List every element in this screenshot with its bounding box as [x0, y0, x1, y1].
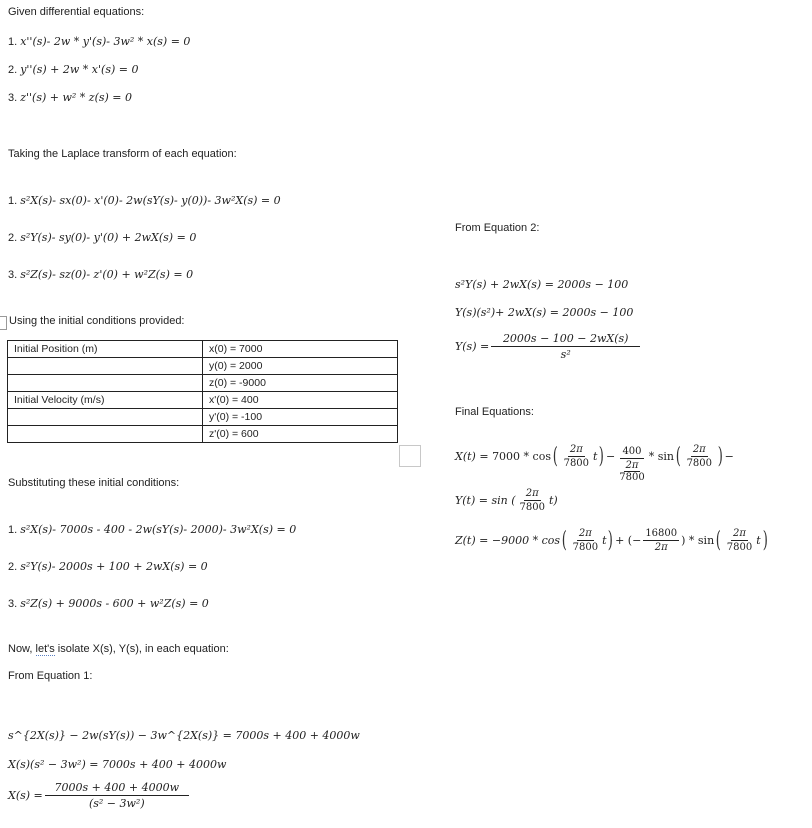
isolate-heading-prefix: Now,: [8, 643, 36, 655]
equation-expression: s²Y(s)- sy(0)- y'(0) + 2wX(s) = 0: [20, 231, 197, 244]
left-paren: (: [552, 443, 558, 469]
equation-term: * sin: [648, 450, 674, 463]
equation-term: 7000 * cos: [492, 450, 551, 463]
laplace-equation-1: [8, 194, 281, 207]
fraction-denominator: 7800: [563, 458, 590, 469]
variable-t: t: [756, 534, 761, 547]
isolate-eq2-result: [455, 332, 642, 361]
substituted-equation-2: [8, 560, 208, 573]
fraction: [518, 488, 547, 513]
left-paren: (: [561, 527, 567, 553]
table-cell-value[interactable]: y'(0) = -100: [203, 409, 398, 426]
final-equation-y: [455, 488, 558, 513]
fraction-denominator: (s² − 3w²): [88, 797, 145, 810]
spellcheck-word[interactable]: let's: [35, 643, 55, 655]
fraction-numerator: 7000s + 400 + 4000w: [45, 781, 189, 796]
laplace-equation-3: [8, 268, 193, 281]
right-paren: ): [717, 443, 723, 469]
isolate-eq2-line-1: [455, 278, 628, 291]
final-equation-x: [455, 430, 734, 483]
isolate-heading-suffix: isolate X(s), Y(s), in each equation:: [54, 643, 229, 655]
left-paren: (: [715, 527, 722, 553]
from-equation-1-heading: From Equation 1:: [8, 670, 93, 682]
fraction-numerator: 400: [622, 446, 642, 457]
equation-term: ) * sin: [681, 534, 715, 547]
fraction-numerator: 2π: [692, 444, 706, 455]
isolate-eq2-line-2: [455, 306, 633, 319]
equation-lhs: X(t) =: [455, 450, 489, 463]
left-paren: (: [675, 443, 681, 469]
substituted-equation-3: [8, 597, 209, 610]
equation-expression: x''(s)- 2w * y'(s)- 3w² * x(s) = 0: [20, 35, 191, 48]
fraction-denominator: 7800: [572, 542, 599, 553]
table-cell-label[interactable]: Initial Position (m): [8, 341, 203, 358]
fraction: [571, 528, 600, 553]
table-row: [8, 409, 398, 426]
equation-expression: X(s)(s² − 3w²) = 7000s + 400 + 4000w: [8, 758, 227, 771]
equation-number: 3.: [8, 597, 18, 610]
laplace-heading: Taking the Laplace transform of each equation:: [8, 148, 237, 160]
equation-lhs: Y(t): [455, 494, 476, 507]
equation-lhs: Z(t) =: [455, 534, 489, 547]
substituted-equation-1: [8, 523, 296, 536]
isolate-eq1-line-1: [8, 729, 360, 742]
variable-t: t): [548, 494, 558, 507]
fraction-numerator: 2π: [578, 528, 592, 539]
fraction: [643, 528, 679, 553]
equation-number: 2.: [8, 63, 18, 76]
table-row: [8, 358, 398, 375]
table-move-handle[interactable]: [0, 316, 7, 330]
table-row: [8, 341, 398, 358]
given-heading: Given differential equations:: [8, 6, 145, 18]
operator: −: [724, 450, 734, 463]
fraction: [45, 781, 189, 810]
table-cell-value[interactable]: z(0) = -9000: [203, 375, 398, 392]
operator: −: [606, 450, 616, 463]
fraction-denominator: 7800: [686, 458, 713, 469]
table-cell-label[interactable]: [8, 358, 203, 375]
table-row: [8, 392, 398, 409]
equation-lhs: X(s) =: [8, 789, 43, 802]
fraction: [562, 444, 591, 469]
right-paren: ): [762, 527, 768, 553]
table-resize-handle[interactable]: [399, 445, 421, 467]
final-equations-heading: Final Equations:: [455, 406, 534, 418]
fraction-denominator: s²: [560, 348, 571, 361]
table-cell-value[interactable]: z'(0) = 600: [203, 426, 398, 443]
operator: + (−: [615, 534, 642, 547]
equation-expression: s²X(s)- sx(0)- x'(0)- 2w(sY(s)- y(0))- 3w²X(s) = 0: [20, 194, 281, 207]
fraction-numerator: 2π: [569, 444, 583, 455]
equation-number: 1.: [8, 35, 18, 48]
isolate-eq1-line-2: [8, 758, 226, 771]
isolate-heading: [8, 643, 229, 655]
table-cell-label[interactable]: Initial Velocity (m/s): [8, 392, 203, 409]
isolate-eq1-result: [8, 781, 191, 810]
final-equation-z: [455, 528, 769, 553]
fraction-numerator: 2π: [733, 528, 746, 539]
given-equation-3: [8, 91, 132, 104]
equation-expression: s²Z(s)- sz(0)- z'(0) + w²Z(s) = 0: [20, 268, 194, 281]
equation-lhs: Y(s) =: [455, 340, 490, 353]
fraction-denominator: 7800: [519, 502, 545, 513]
table-cell-label[interactable]: [8, 375, 203, 392]
equation-expression: s²Y(s)- 2000s + 100 + 2wX(s) = 0: [20, 560, 208, 573]
equation-number: 1.: [8, 194, 18, 207]
right-paren: ): [608, 527, 614, 553]
equation-term: −9000 * cos: [491, 534, 561, 547]
equation-expression: s²Z(s) + 9000s - 600 + w²Z(s) = 0: [20, 597, 209, 610]
equation-expression: z''(s) + w² * z(s) = 0: [20, 91, 133, 104]
variable-t: t: [593, 450, 598, 463]
equation-expression: s^{2X(s)} − 2w(sY(s)) − 3w^{2X(s)} = 7000s + 400 + 4000w: [8, 729, 360, 742]
equation-number: 1.: [8, 523, 18, 536]
fraction-numerator: 16800: [645, 528, 678, 539]
variable-t: t: [602, 534, 607, 547]
initial-conditions-table: [7, 340, 398, 443]
compound-fraction: [617, 446, 646, 483]
table-cell-label[interactable]: [8, 426, 203, 443]
table-row: [8, 426, 398, 443]
table-cell-value[interactable]: x'(0) = 400: [203, 392, 398, 409]
right-paren: ): [599, 443, 605, 469]
equation-expression: s²Y(s) + 2wX(s) = 2000s − 100: [455, 278, 629, 291]
equation-number: 2.: [8, 231, 18, 244]
substituted-heading: Substituting these initial conditions:: [8, 477, 180, 489]
inner-numerator: 2π: [625, 460, 639, 471]
fraction-numerator: 2000s − 100 − 2wX(s): [491, 332, 640, 347]
equation-expression: s²X(s)- 7000s - 400 - 2w(sY(s)- 2000)- 3w²X(s) = 0: [20, 523, 297, 536]
laplace-equation-2: [8, 231, 196, 244]
equation-expression: y''(s) + 2w * x'(s) = 0: [20, 63, 139, 76]
equation-number: 3.: [8, 91, 18, 104]
equation-term: = sin (: [478, 494, 516, 507]
equation-number: 3.: [8, 268, 18, 281]
fraction: [685, 444, 714, 469]
inner-denominator: 7800: [619, 472, 645, 483]
equation-expression: Y(s)(s²)+ 2wX(s) = 2000s − 100: [455, 306, 634, 319]
fraction-denominator: [617, 459, 646, 483]
table-row: [8, 375, 398, 392]
from-equation-2-heading: From Equation 2:: [455, 222, 540, 234]
equation-number: 2.: [8, 560, 18, 573]
fraction: [491, 332, 640, 361]
table-cell-label[interactable]: [8, 409, 203, 426]
fraction-denominator: 7800: [726, 542, 753, 553]
fraction: [725, 528, 754, 553]
given-equation-2: [8, 63, 138, 76]
table-cell-value[interactable]: x(0) = 7000: [203, 341, 398, 358]
given-equation-1: [8, 35, 190, 48]
fraction-numerator: 2π: [525, 488, 539, 499]
table-cell-value[interactable]: y(0) = 2000: [203, 358, 398, 375]
fraction-denominator: 2π: [654, 542, 668, 553]
initial-conditions-heading: Using the initial conditions provided:: [9, 315, 185, 327]
